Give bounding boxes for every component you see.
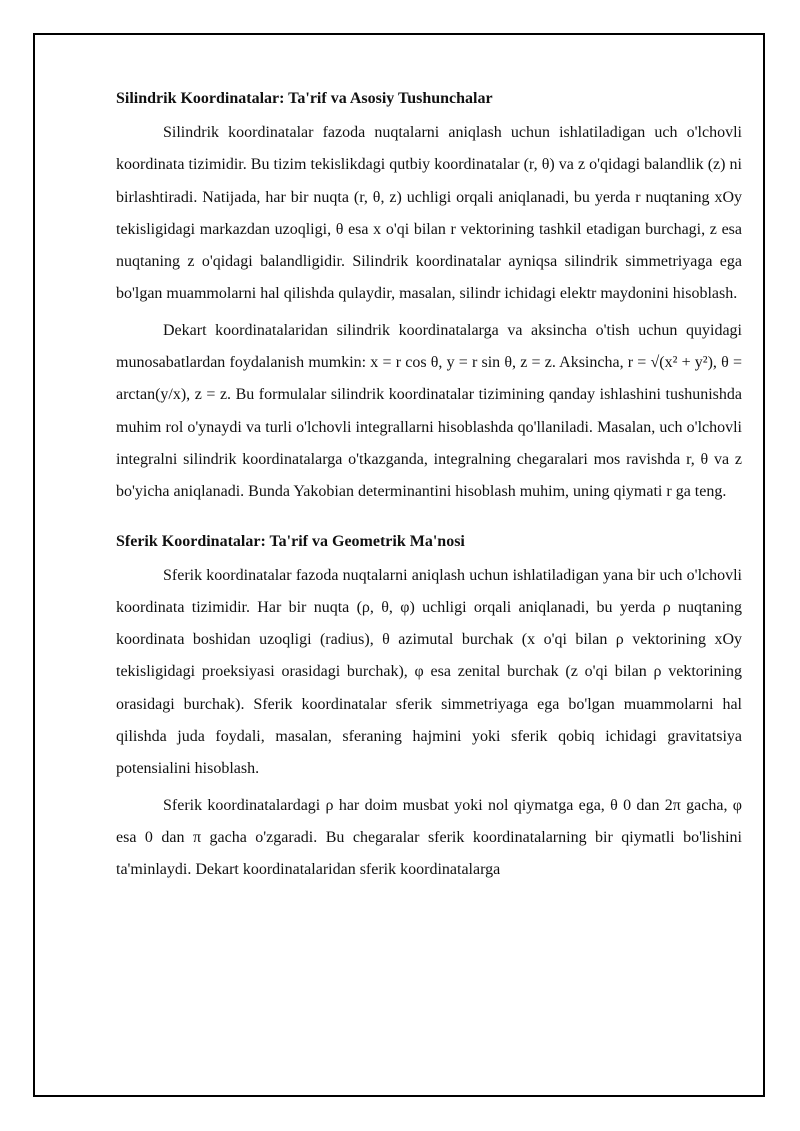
section-cylindrical <box>116 86 742 509</box>
section-spherical <box>116 529 742 887</box>
section-heading: Sferik Koordinatalar: Ta'rif va Geometrik Ma'nosi <box>116 532 465 550</box>
paragraph: Dekart koordinatalaridan silindrik koordinatalarga va aksincha o'tish uchun quyidagi munosabatlardan foydalanish mumkin: x = r cos θ, y = r sin θ, z = z. Aksincha, r = √(x² + y²), θ = arctan(y/x), z = z. Bu formulalar silindrik koordinatalar tizimining qanday ishlashini tushunishda muhim rol o'ynaydi va turli o'lchovli integrallarni hisoblashda qo'llaniladi. Masalan, uch o'lchovli integralni silindrik koordinatalarga o'tkazganda, integralning chegaralari mos ravishda r, θ va z bo'yicha aniqlanadi. Bunda Yakobian determinantini hisoblash muhim, uning qiymati r ga teng. <box>116 321 742 501</box>
paragraph: Sferik koordinatalardagi ρ har doim musbat yoki nol qiymatga ega, θ 0 dan 2π gacha, φ esa 0 dan π gacha o'zgaradi. Bu chegaralar sferik koordinatalarning bir qiymatli bo'lishini ta'minlaydi. Dekart koordinatalaridan sferik koordinatalarga <box>116 796 742 879</box>
document-body <box>116 86 742 891</box>
paragraph: Silindrik koordinatalar fazoda nuqtalarni aniqlash uchun ishlatiladigan uch o'lchovli koordinata tizimidir. Bu tizim tekislikdagi qutbiy koordinatalar (r, θ) va z o'qidagi balandlik (z) ni birlashtiradi. Natijada, har bir nuqta (r, θ, z) uchligi orqali aniqlanadi, bu yerda r nuqtaning xOy tekisligidagi markazdan uzoqligi, θ esa x o'qi bilan r vektorining tashkil etadigan burchagi, z esa nuqtaning z o'qidagi balandligidir. Silindrik koordinatalar ayniqsa silindrik simmetriyaga ega bo'lgan muammolarni hal qilishda qulaydir, masalan, silindr ichidagi elektr maydonini hisoblash. <box>116 124 742 303</box>
section-heading: Silindrik Koordinatalar: Ta'rif va Asosiy Tushunchalar <box>116 90 493 107</box>
paragraph: Sferik koordinatalar fazoda nuqtalarni aniqlash uchun ishlatiladigan yana bir uch o'lchovli koordinata tizimidir. Har bir nuqta (ρ, θ, φ) uchligi orqali aniqlanadi, bu yerda ρ nuqtaning koordinata boshidan uzoqligi (radius), θ azimutal burchak (x o'qi bilan ρ vektorining xOy tekisligidagi proeksiyasi orasidagi burchak), φ esa zenital burchak (z o'qi bilan ρ vektorining orasidagi burchak). Sferik koordinatalar sferik simmetriyaga ega bo'lgan muammolarni hal qilishda juda foydali, masalan, sferaning hajmini yoki sferik qobiq ichidagi gravitatsiya potensialini hisoblash. <box>116 566 743 778</box>
